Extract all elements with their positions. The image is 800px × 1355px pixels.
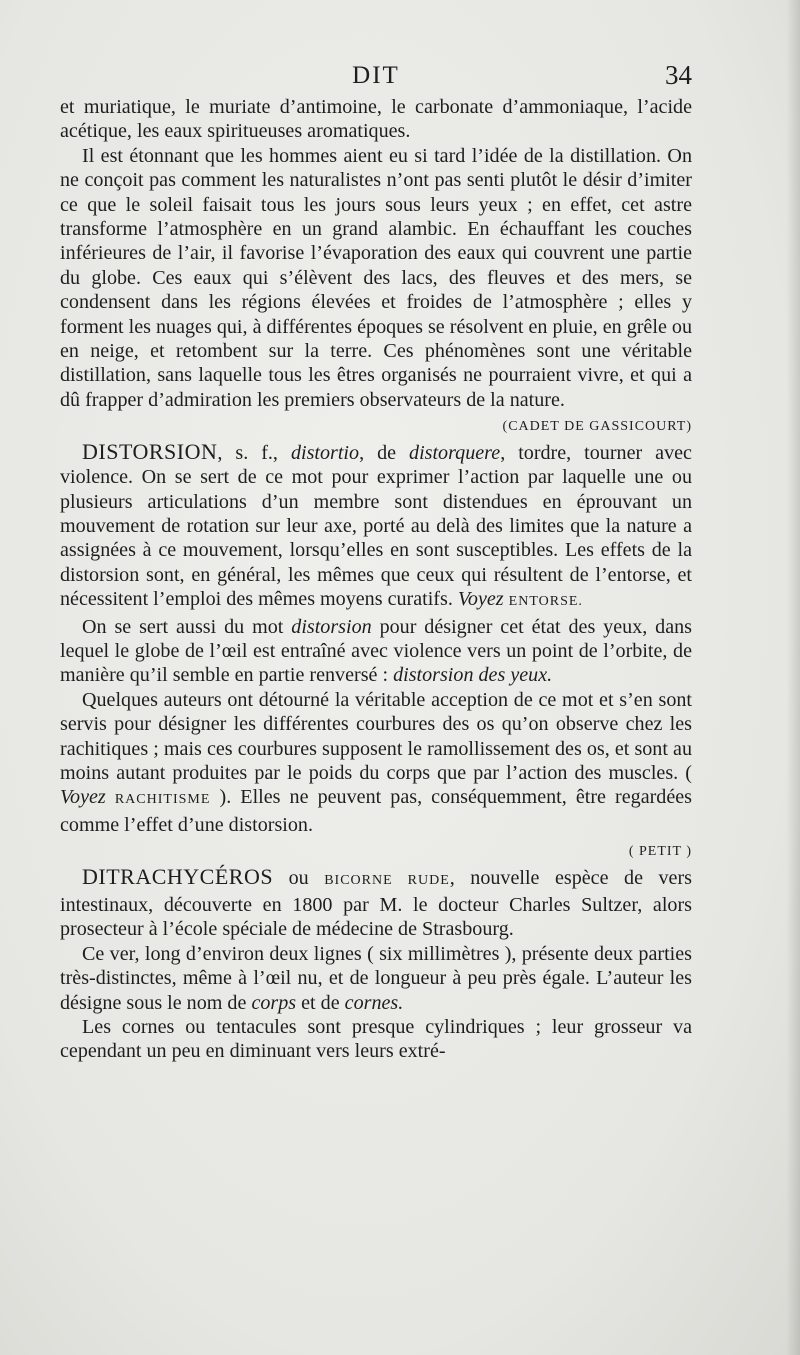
term-distorsion-yeux: distorsion des yeux. [393, 664, 553, 687]
paragraph-distorsion-yeux [60, 615, 692, 688]
paragraph-distillation: Il est étonnant que les hommes aient eu si tard l’idée de la distillation. On ne conçoit pas comment les naturalistes n’ont pas senti plutôt le désir d’imiter ce que le soleil faisait tous les jours sous leurs yeux ; en effet, cet astre transforme l’atmosphère en un grand alambic. En échauffant les couches inférieures de l’air, il favorise l’évaporation des eaux qui couvrent une partie du globe. Ces eaux qui s’élèvent des lacs, des fleuves et des mers, se condensent dans les régions élevées et froides de l’atmosphère ; elles y forment les nuages qui, à différentes époques se résolvent en pluie, en grêle ou en neige, et retombent sur la terre. Ces phénomènes sont une véritable distillation, sans laquelle tous les êtres organisés ne pourraient vivre, et qui a dû frapper d’admiration les premiers observateurs de la nature. [60, 144, 692, 411]
signature-cadet-text: (CADET DE GASSICOURT) [502, 419, 692, 435]
term-corps: corps [251, 991, 297, 1014]
signature-petit [60, 837, 692, 864]
entry-description: , nouvelle espèce de vers intestinaux, découverte en 1800 par M. le docteur Charles Sultzer, alors prosecteur à l’école spéciale de médecine de Strasbourg. [60, 866, 692, 941]
para4-text-b: pour désigner cet état des yeux, dans lequel le globe de l’œil est entraîné avec violence vers un point de l’orbite, de manière qu’il semble en partie renversé : [60, 615, 693, 687]
entry-headword-distorsion: DISTORSION [82, 438, 218, 464]
voyez-label: Voyez [457, 588, 504, 611]
entry-headword-ditrachyceros: DITRACHYCÉROS [82, 863, 274, 889]
entry-grammar: , s. f., [217, 441, 278, 464]
running-head: DIT [352, 62, 400, 89]
entry-distorsion [60, 440, 692, 615]
entry-verb: distorquere [409, 441, 501, 464]
page-header [60, 60, 692, 96]
page-body [60, 95, 692, 1064]
paragraph-cornes: Les cornes ou tentacules sont presque cylindriques ; leur grosseur va cependant un peu en diminuant vers leurs extré- [60, 1016, 692, 1063]
entry-definition: , tordre, tourner avec violence. On se sert de ce mot pour exprimer l’action par laquelle une ou plusieurs articulations d’un membre sont distendues en éprouvant un mouvement de rotation sur leur axe, porté au delà des limites que la nature a assignées à ce mouvement, lorsqu’elles en sont susceptibles. Les effets de la distorsion sont, en général, les mêmes que ceux qui résultent de l’entorse, et nécessitent l’emploi des mêmes moyens curatifs. [60, 441, 692, 611]
para7-et: et de [301, 991, 340, 1014]
para4-text-a: On se sert aussi du mot [82, 615, 284, 638]
signature-cadet [60, 412, 692, 439]
entry-alt-name: BICORNE RUDE [324, 872, 450, 888]
paragraph-courbures [60, 688, 692, 837]
cross-reference-rachitisme: RACHITISME [114, 792, 211, 808]
signature-petit-text: ( PETIT ) [628, 844, 692, 860]
paragraph-continuation: et muriatique, le muriate d’antimoine, le carbonate d’ammoniaque, l’acide acétique, les eaux spiritueuses aromatiques. [60, 96, 692, 143]
paragraph-ver [60, 942, 692, 1015]
para7-text-a: Ce ver, long d’environ deux lignes ( six millimètres ), présente deux parties très-distinctes, même à l’œil nu, et de longueur à peu près égale. L’auteur les désigne sous le nom de [60, 942, 692, 1014]
term-distorsion: distorsion [291, 615, 372, 638]
cross-reference-entorse: ENTORSE. [508, 594, 583, 610]
para5-text-b: ). Elles ne peuvent pas, conséquemment, être regardées comme l’effet d’une distorsion. [60, 786, 693, 836]
entry-ou: ou [288, 866, 309, 889]
entry-de: , de [359, 441, 397, 464]
page-number: 34 [665, 60, 692, 90]
term-cornes: cornes. [344, 991, 404, 1014]
page-spine-shadow [786, 0, 800, 1355]
entry-ditrachyceros [60, 865, 692, 942]
para5-text-a: Quelques auteurs ont détourné la véritable acception de ce mot et s’en sont servis pour désigner les différentes courbures des os qu’on observe chez les rachitiques ; mais ces courbures supposent le ramollissement des os, et sont au moins autant produites par le poids du corps que par l’action des muscles. ( [60, 688, 692, 784]
entry-latin: distortio [290, 441, 360, 464]
voyez-label-2: Voyez [60, 786, 106, 809]
